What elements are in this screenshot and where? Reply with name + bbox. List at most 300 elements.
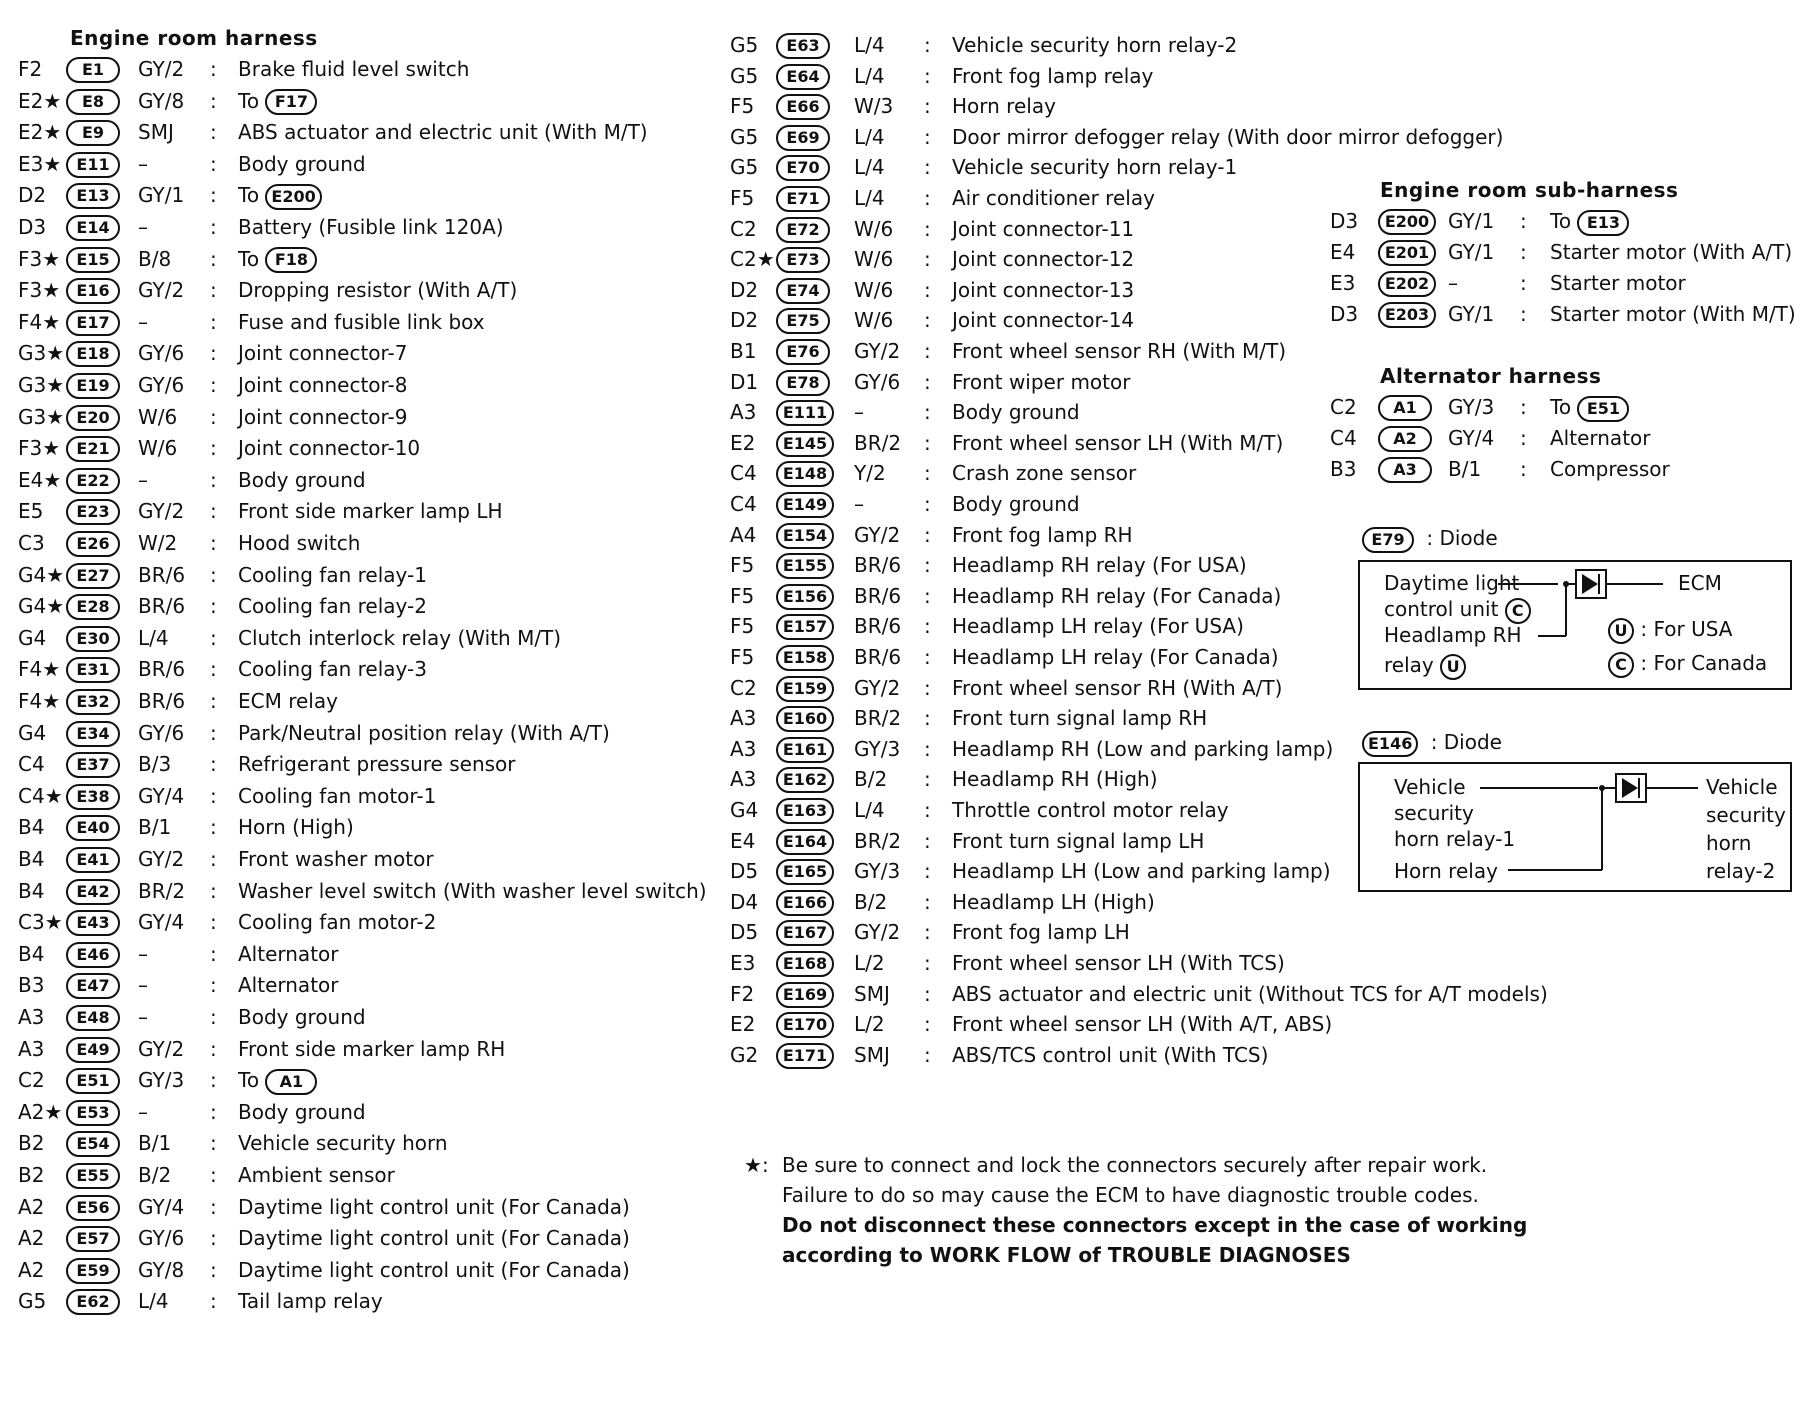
grid-location: G3★ bbox=[18, 341, 65, 366]
connector-id: E154 bbox=[776, 523, 834, 549]
connector-id: E148 bbox=[776, 461, 834, 487]
connector-id: E164 bbox=[776, 829, 834, 855]
separator: : bbox=[210, 373, 217, 397]
wire-color: GY/4 bbox=[138, 910, 185, 935]
description-text: Ambient sensor bbox=[238, 1163, 395, 1187]
connector-description bbox=[238, 1065, 317, 1095]
grid-location: G5 bbox=[730, 155, 759, 180]
connector-description bbox=[238, 844, 434, 874]
canada-legend-text: : For Canada bbox=[1640, 651, 1768, 675]
wire-color: W/3 bbox=[854, 94, 894, 119]
separator: : bbox=[210, 1257, 217, 1282]
connector-id: E158 bbox=[776, 645, 834, 671]
description-text: Headlamp RH (High) bbox=[952, 767, 1158, 792]
description-text: Front side marker lamp RH bbox=[238, 1036, 506, 1061]
wire-color: – bbox=[854, 492, 864, 516]
diode1-left3: Headlamp RH bbox=[1384, 623, 1522, 647]
connector-row bbox=[18, 1002, 718, 1032]
separator: : bbox=[924, 277, 931, 302]
connector-description bbox=[952, 244, 1134, 274]
connector-id: E49 bbox=[66, 1037, 120, 1063]
wire-color: L/2 bbox=[854, 951, 885, 975]
connector-id: E48 bbox=[66, 1005, 120, 1031]
diode2-connector: E146 bbox=[1362, 731, 1418, 757]
connector-id: E26 bbox=[66, 531, 120, 557]
connector-description bbox=[238, 560, 427, 590]
grid-location: B2 bbox=[18, 1131, 45, 1156]
wire-color: SMJ bbox=[854, 1042, 890, 1067]
separator: : bbox=[924, 186, 931, 210]
connector-description bbox=[1550, 268, 1686, 298]
sub-harness-title: Engine room sub-harness bbox=[1380, 178, 1679, 202]
description-text: Joint connector-11 bbox=[952, 216, 1135, 241]
connector-id: E64 bbox=[776, 64, 830, 90]
diode2-header bbox=[1362, 730, 1502, 757]
connector-description bbox=[952, 887, 1155, 917]
connector-id: E14 bbox=[66, 215, 120, 241]
separator: : bbox=[1520, 271, 1527, 295]
grid-location: G2 bbox=[730, 1042, 759, 1067]
connector-description bbox=[238, 1223, 630, 1253]
connector-id: E9 bbox=[66, 120, 120, 146]
connector-description bbox=[238, 180, 322, 210]
separator: : bbox=[1520, 395, 1527, 419]
connector-id: E30 bbox=[66, 626, 120, 652]
wire-color: GY/3 bbox=[854, 859, 901, 884]
grid-location: F5 bbox=[730, 645, 755, 669]
connector-description bbox=[238, 338, 407, 368]
separator: : bbox=[210, 878, 217, 903]
description-text: Front wheel sensor LH (With M/T) bbox=[952, 430, 1284, 455]
connector-id: E28 bbox=[66, 594, 120, 620]
separator: : bbox=[210, 847, 217, 871]
connector-id: E59 bbox=[66, 1258, 120, 1284]
wire-color: L/4 bbox=[854, 124, 885, 149]
connector-id: E46 bbox=[66, 942, 120, 968]
description-text: ABS/TCS control unit (With TCS) bbox=[952, 1042, 1269, 1067]
separator: : bbox=[924, 1042, 931, 1067]
connector-id: E169 bbox=[776, 982, 834, 1008]
connector-row bbox=[1330, 423, 1800, 453]
description-text: Joint connector-8 bbox=[238, 373, 408, 397]
connector-id: E149 bbox=[776, 492, 834, 518]
description-text: Clutch interlock relay (With M/T) bbox=[238, 625, 562, 650]
usa-legend-text: : For USA bbox=[1640, 617, 1733, 641]
connector-id: E19 bbox=[66, 373, 120, 399]
connector-id: E74 bbox=[776, 278, 830, 304]
description-text: Throttle control motor relay bbox=[952, 798, 1229, 822]
grid-location: G5 bbox=[730, 124, 759, 149]
wire-color: BR/6 bbox=[138, 689, 186, 713]
separator: : bbox=[924, 767, 931, 792]
wire-color: BR/6 bbox=[854, 583, 902, 608]
connector-row bbox=[730, 1009, 1610, 1039]
separator: : bbox=[210, 1068, 217, 1093]
connector-id: E11 bbox=[66, 152, 120, 178]
connector-description bbox=[1550, 299, 1796, 329]
description-text: Joint connector-13 bbox=[952, 277, 1135, 302]
wire-color: L/4 bbox=[854, 33, 885, 57]
connector-row bbox=[1330, 268, 1800, 298]
separator: : bbox=[210, 1194, 217, 1219]
wire-color: W/6 bbox=[854, 277, 894, 302]
separator: : bbox=[1520, 240, 1527, 264]
wire-color: GY/8 bbox=[138, 88, 185, 113]
connector-row bbox=[1330, 392, 1800, 422]
connector-description bbox=[952, 979, 1548, 1009]
connector-row bbox=[18, 307, 718, 337]
description-text: Body ground bbox=[238, 467, 366, 492]
connector-row bbox=[730, 152, 1610, 182]
note-line3: Do not disconnect these connectors except in the case of working bbox=[782, 1213, 1528, 1237]
description-text: Front turn signal lamp RH bbox=[952, 706, 1208, 731]
description-text: Front fog lamp RH bbox=[952, 522, 1133, 547]
description-text: Hood switch bbox=[238, 531, 361, 555]
grid-location: C4★ bbox=[18, 783, 63, 808]
separator: : bbox=[1520, 457, 1527, 481]
connector-id: E18 bbox=[66, 341, 120, 367]
connector-description bbox=[238, 654, 427, 684]
grid-location: B3 bbox=[18, 973, 45, 998]
grid-location: B4 bbox=[18, 847, 45, 871]
connector-id: E170 bbox=[776, 1012, 834, 1038]
grid-location: B4 bbox=[18, 878, 45, 903]
connector-description bbox=[952, 948, 1285, 978]
separator: : bbox=[924, 889, 931, 914]
separator: : bbox=[924, 522, 931, 547]
grid-location: G4 bbox=[730, 798, 759, 822]
separator: : bbox=[924, 706, 931, 731]
connector-description bbox=[1550, 206, 1629, 236]
diode1-right: ECM bbox=[1678, 571, 1722, 595]
connector-description bbox=[952, 795, 1229, 825]
grid-location: D3 bbox=[1330, 302, 1359, 326]
grid-location: E4 bbox=[730, 828, 756, 853]
connector-description bbox=[1550, 423, 1651, 453]
connector-id: E62 bbox=[66, 1289, 120, 1315]
connector-description bbox=[952, 305, 1134, 335]
connector-row bbox=[18, 370, 718, 400]
grid-location: A3 bbox=[730, 706, 757, 731]
separator: : bbox=[210, 752, 217, 777]
wire-color: – bbox=[138, 973, 148, 998]
grid-location: C2 bbox=[730, 675, 757, 700]
connector-description bbox=[238, 1034, 505, 1064]
engine-room-title: Engine room harness bbox=[70, 26, 318, 50]
grid-location: G3★ bbox=[18, 404, 65, 429]
connector-description bbox=[238, 718, 610, 748]
description-text: ECM relay bbox=[238, 689, 338, 713]
separator: : bbox=[924, 216, 931, 241]
wire-color: – bbox=[138, 151, 148, 176]
separator: : bbox=[210, 183, 217, 208]
grid-location: A2 bbox=[18, 1194, 45, 1219]
connector-id: A2 bbox=[1378, 426, 1432, 452]
description-text: Cooling fan motor-1 bbox=[238, 783, 437, 808]
connector-row bbox=[18, 402, 718, 432]
connector-description bbox=[952, 336, 1286, 366]
grid-location: B1 bbox=[730, 339, 757, 363]
wire-color: GY/1 bbox=[1448, 240, 1495, 264]
connector-id: E63 bbox=[776, 33, 830, 59]
connector-description bbox=[238, 591, 427, 621]
separator: : bbox=[210, 341, 217, 366]
description-text: Tail lamp relay bbox=[238, 1289, 383, 1314]
connector-row bbox=[18, 1286, 718, 1316]
connector-id: E200 bbox=[1378, 209, 1436, 235]
target-connector: E13 bbox=[1577, 210, 1629, 236]
description-text: Vehicle security horn bbox=[238, 1131, 448, 1156]
wire-color: L/4 bbox=[138, 1289, 169, 1314]
connector-description bbox=[952, 30, 1237, 60]
description-text: Cooling fan motor-2 bbox=[238, 910, 437, 935]
grid-location: D2 bbox=[730, 308, 759, 333]
connector-id: E47 bbox=[66, 973, 120, 999]
separator: : bbox=[924, 369, 931, 394]
connector-description bbox=[238, 939, 339, 969]
separator: : bbox=[210, 783, 217, 808]
connector-id: E41 bbox=[66, 847, 120, 873]
separator: : bbox=[924, 645, 931, 669]
wire-color: W/6 bbox=[854, 308, 894, 333]
wire-color: GY/2 bbox=[138, 278, 185, 303]
connector-row bbox=[18, 1128, 718, 1158]
grid-location: C3★ bbox=[18, 910, 63, 935]
separator: : bbox=[210, 720, 217, 745]
wire-color: GY/3 bbox=[1448, 395, 1495, 419]
grid-location: F5 bbox=[730, 186, 755, 210]
grid-location: E2★ bbox=[18, 120, 62, 145]
connector-id: E76 bbox=[776, 339, 830, 365]
description-text: Headlamp RH relay (For Canada) bbox=[952, 583, 1282, 608]
wire-color: GY/6 bbox=[138, 1226, 185, 1251]
connector-id: E145 bbox=[776, 431, 834, 457]
connector-row bbox=[18, 591, 718, 621]
connector-id: E75 bbox=[776, 308, 830, 334]
connector-id: E171 bbox=[776, 1043, 834, 1069]
connector-description bbox=[238, 781, 436, 811]
description-text: Daytime light control unit (For Canada) bbox=[238, 1226, 630, 1251]
usa-legend-symbol: U bbox=[1608, 618, 1634, 644]
wire-color: – bbox=[138, 467, 148, 492]
connector-id: E73 bbox=[776, 247, 830, 273]
grid-location: D2 bbox=[18, 183, 47, 208]
wire-color: B/1 bbox=[138, 815, 172, 840]
description-text: Front wheel sensor RH (With A/T) bbox=[952, 675, 1283, 700]
separator: : bbox=[924, 339, 931, 363]
description-text: Front wiper motor bbox=[952, 369, 1131, 394]
connector-description bbox=[952, 275, 1134, 305]
wire-color: GY/2 bbox=[138, 1036, 185, 1061]
grid-location: C4 bbox=[730, 492, 757, 516]
connector-description bbox=[238, 1192, 630, 1222]
wire-color: GY/1 bbox=[138, 183, 185, 208]
connector-row bbox=[18, 1034, 718, 1064]
connector-description bbox=[952, 1040, 1268, 1070]
connector-id: E161 bbox=[776, 737, 834, 763]
grid-location: F2 bbox=[730, 981, 755, 1006]
separator: : bbox=[924, 400, 931, 425]
wire-color: B/1 bbox=[138, 1131, 172, 1156]
description-text: To bbox=[1550, 395, 1572, 419]
connector-row bbox=[18, 275, 718, 305]
wire-color: L/4 bbox=[854, 798, 885, 822]
separator: : bbox=[924, 63, 931, 88]
connector-id: E69 bbox=[776, 125, 830, 151]
connector-id: E32 bbox=[66, 689, 120, 715]
connector-id: E17 bbox=[66, 310, 120, 336]
wire-color: BR/6 bbox=[854, 645, 902, 669]
grid-location: D3 bbox=[18, 215, 47, 239]
separator: : bbox=[210, 309, 217, 334]
grid-location: B3 bbox=[1330, 457, 1357, 481]
wire-color: – bbox=[138, 309, 148, 334]
connector-id: A1 bbox=[1378, 395, 1432, 421]
connector-description bbox=[952, 520, 1133, 550]
connector-row bbox=[18, 560, 718, 590]
description-text: To bbox=[238, 183, 260, 208]
description-text: Crash zone sensor bbox=[952, 461, 1137, 486]
wire-color: GY/6 bbox=[138, 720, 185, 745]
wire-color: W/6 bbox=[138, 404, 178, 429]
wire-color: B/8 bbox=[138, 246, 172, 271]
description-text: Daytime light control unit (For Canada) bbox=[238, 1257, 630, 1282]
grid-location: E4★ bbox=[18, 467, 62, 492]
wire-color: W/6 bbox=[854, 247, 894, 272]
connector-description bbox=[238, 370, 407, 400]
connector-description bbox=[238, 970, 339, 1000]
description-text: Headlamp LH (Low and parking lamp) bbox=[952, 859, 1331, 884]
description-text: Front fog lamp relay bbox=[952, 63, 1154, 88]
connector-description bbox=[238, 1286, 383, 1316]
connector-id: E40 bbox=[66, 815, 120, 841]
connector-description bbox=[238, 812, 354, 842]
wire-color: GY/4 bbox=[1448, 426, 1495, 450]
diode2-right1: Vehicle bbox=[1706, 775, 1778, 799]
separator: : bbox=[924, 859, 931, 884]
description-text: Cooling fan relay-1 bbox=[238, 562, 427, 587]
connector-id: E34 bbox=[66, 721, 120, 747]
connector-row bbox=[1330, 454, 1800, 484]
connector-description bbox=[952, 428, 1283, 458]
wire-color: BR/2 bbox=[854, 430, 902, 455]
connector-id: E162 bbox=[776, 767, 834, 793]
connector-row bbox=[730, 979, 1610, 1009]
description-text: Joint connector-9 bbox=[238, 404, 408, 429]
connector-description bbox=[238, 275, 517, 305]
description-text: Joint connector-7 bbox=[238, 341, 408, 366]
separator: : bbox=[210, 625, 217, 650]
separator: : bbox=[210, 1163, 217, 1187]
wire-color: BR/6 bbox=[854, 614, 902, 639]
connector-id: E111 bbox=[776, 400, 834, 426]
grid-location: F3★ bbox=[18, 436, 61, 461]
grid-location: D2 bbox=[730, 277, 759, 302]
grid-location: F5 bbox=[730, 583, 755, 608]
connector-id: E163 bbox=[776, 798, 834, 824]
grid-location: G5 bbox=[18, 1289, 47, 1314]
wire-color: GY/2 bbox=[138, 847, 185, 871]
grid-location: F2 bbox=[18, 57, 43, 81]
wire-color: GY/6 bbox=[138, 373, 185, 397]
connector-id: E55 bbox=[66, 1163, 120, 1189]
connector-description bbox=[952, 367, 1130, 397]
wire-color: BR/6 bbox=[138, 657, 186, 682]
connector-row bbox=[730, 336, 1610, 366]
diode1-left1: Daytime light bbox=[1384, 571, 1520, 595]
description-text: Starter motor bbox=[1550, 271, 1686, 295]
grid-location: B4 bbox=[18, 941, 45, 966]
separator: : bbox=[924, 736, 931, 761]
description-text: Joint connector-10 bbox=[238, 436, 421, 461]
separator: : bbox=[924, 94, 931, 119]
separator: : bbox=[210, 436, 217, 461]
connector-row bbox=[18, 812, 718, 842]
connector-id: E160 bbox=[776, 706, 834, 732]
grid-location: C2★ bbox=[730, 247, 775, 272]
connector-description bbox=[238, 212, 504, 242]
grid-location: E3 bbox=[1330, 271, 1356, 295]
description-text: Front fog lamp LH bbox=[952, 920, 1130, 945]
grid-location: F4★ bbox=[18, 309, 61, 334]
wire-color: BR/6 bbox=[138, 562, 186, 587]
connector-row bbox=[730, 703, 1610, 733]
separator: : bbox=[924, 614, 931, 639]
wire-color: L/4 bbox=[138, 625, 169, 650]
separator: : bbox=[210, 467, 217, 492]
connector-description bbox=[238, 86, 317, 116]
connector-id: E21 bbox=[66, 436, 120, 462]
connector-id: E156 bbox=[776, 584, 834, 610]
connector-row bbox=[1330, 299, 1800, 329]
diode1-connector: E79 bbox=[1362, 527, 1414, 553]
diode2-left4: Horn relay bbox=[1394, 859, 1498, 883]
diode2-left2: security bbox=[1394, 801, 1474, 825]
connector-id: E38 bbox=[66, 784, 120, 810]
connector-description bbox=[238, 1002, 366, 1032]
description-text: Dropping resistor (With A/T) bbox=[238, 278, 518, 303]
description-text: Cooling fan relay-2 bbox=[238, 594, 427, 619]
wire-color: GY/1 bbox=[1448, 209, 1495, 233]
wire-color: GY/4 bbox=[138, 783, 185, 808]
diode1-circuit bbox=[1358, 560, 1788, 686]
grid-location: D5 bbox=[730, 859, 759, 884]
note-colon: : bbox=[761, 1153, 769, 1177]
description-text: Starter motor (With A/T) bbox=[1550, 240, 1793, 264]
diode2-left3: horn relay-1 bbox=[1394, 827, 1516, 851]
connector-description bbox=[952, 856, 1331, 886]
target-connector: F18 bbox=[265, 247, 317, 273]
grid-location: A3 bbox=[18, 1036, 45, 1061]
connector-row bbox=[18, 54, 718, 84]
description-text: Front washer motor bbox=[238, 847, 434, 871]
connector-row bbox=[1330, 206, 1800, 236]
separator: : bbox=[210, 1099, 217, 1124]
connector-description bbox=[238, 117, 648, 147]
wire-color: BR/6 bbox=[854, 553, 902, 578]
usa-symbol: U bbox=[1440, 654, 1466, 680]
connector-row bbox=[1330, 237, 1800, 267]
grid-location: E3 bbox=[730, 951, 756, 975]
separator: : bbox=[924, 492, 931, 516]
wire-color: – bbox=[854, 400, 864, 425]
description-text: Body ground bbox=[952, 492, 1080, 516]
description-text: To bbox=[238, 88, 260, 113]
note-line4: according to WORK FLOW of TROUBLE DIAGNOSES bbox=[782, 1243, 1351, 1267]
connector-description bbox=[238, 402, 407, 432]
diode2-right4: relay-2 bbox=[1706, 859, 1776, 883]
grid-location: G4★ bbox=[18, 594, 65, 619]
